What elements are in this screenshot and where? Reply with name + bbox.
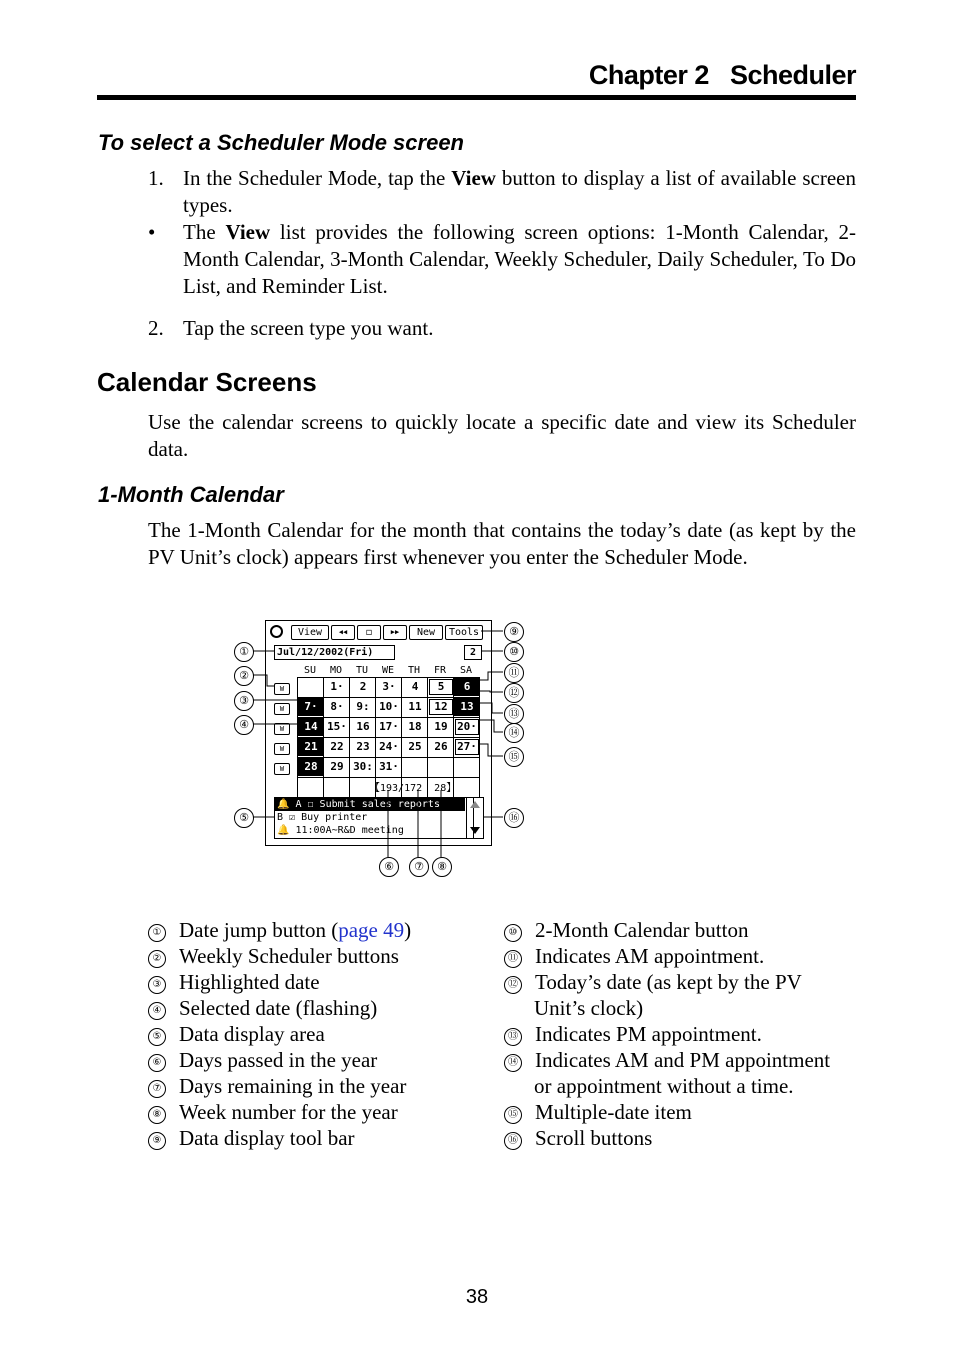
callout-7: ⑦	[409, 857, 429, 877]
month-intro: The 1-Month Calendar for the month that contains the today’s date (as kept by the PV Unit’s clock) appears first whenever you enter the Scheduler Mode.	[148, 518, 856, 569]
callout-1: ①	[234, 642, 254, 662]
week-button-5[interactable]: W	[274, 763, 290, 775]
legend-9: ⑨ Data display tool bar	[148, 1125, 355, 1151]
callout-12: ⑫	[504, 683, 524, 703]
callout-15: ⑮	[504, 747, 524, 767]
day-1[interactable]: 1·	[330, 680, 344, 693]
prev-month-button[interactable]: ◀◀	[331, 625, 355, 640]
callout-9: ⑨	[504, 622, 524, 642]
day-5[interactable]: 5	[428, 678, 454, 696]
day-30[interactable]: 30:	[353, 760, 373, 773]
day-8[interactable]: 8·	[330, 700, 344, 713]
callout-11: ⑪	[504, 663, 524, 683]
legend-14-cont: or appointment without a time.	[534, 1074, 794, 1098]
legend-2: ② Weekly Scheduler buttons	[148, 943, 399, 969]
legend-3: ③ Highlighted date	[148, 969, 320, 995]
legend-10: ⑩ 2-Month Calendar button	[504, 917, 748, 943]
today-button[interactable]: ◻	[357, 625, 381, 640]
step-1-text-a: In the Scheduler Mode, tap the	[183, 166, 452, 190]
data-line-3[interactable]: 🔔 11:00A~R&D meeting	[277, 825, 404, 836]
day-19[interactable]: 19	[434, 720, 448, 733]
legend-1: ① Date jump button (page 49)	[148, 917, 411, 943]
chapter-title: Chapter 2 Scheduler	[588, 60, 856, 90]
step-1-number: 1.	[148, 166, 164, 190]
bullet-text-b: list provides the following screen options: 1-Month Calendar, 2-Month Calendar, 3-Month Calendar, Weekly Scheduler, Daily Scheduler, To Do List, and Reminder List.	[183, 220, 856, 298]
callout-13: ⑬	[504, 704, 524, 724]
step-2-number: 2.	[148, 316, 164, 340]
day-16[interactable]: 16	[356, 720, 370, 733]
month-heading: 1-Month Calendar	[98, 482, 284, 507]
weekday-su: SU	[303, 665, 317, 676]
next-month-button[interactable]: ▶▶	[383, 625, 407, 640]
step-2-text: Tap the screen type you want.	[183, 316, 434, 340]
day-7[interactable]: 7·	[298, 698, 324, 716]
two-month-button[interactable]: 2	[464, 645, 482, 660]
day-10[interactable]: 10·	[379, 700, 399, 713]
day-29[interactable]: 29	[330, 760, 344, 773]
day-17[interactable]: 17·	[379, 720, 399, 733]
legend-8: ⑧ Week number for the year	[148, 1099, 398, 1125]
legend-13: ⑬ Indicates PM appointment.	[504, 1021, 762, 1047]
legend-12-cont: Unit’s clock)	[534, 996, 644, 1020]
data-line-2[interactable]: B ☑ Buy printer	[277, 812, 368, 823]
callout-8: ⑧	[432, 857, 452, 877]
bullet-view-list	[148, 219, 856, 300]
tools-button[interactable]: Tools	[445, 625, 483, 640]
day-3[interactable]: 3·	[382, 680, 396, 693]
week-button-4[interactable]: W	[274, 743, 290, 755]
weekday-tu: TU	[355, 665, 369, 676]
bullet-text-a: The	[183, 220, 226, 244]
weekday-th: TH	[407, 665, 421, 676]
select-heading: To select a Scheduler Mode screen	[98, 130, 464, 155]
week-button-3[interactable]: W	[274, 723, 290, 735]
page-49-link[interactable]: page 49	[338, 918, 405, 942]
day-21[interactable]: 21	[298, 738, 324, 756]
legend-6: ⑥ Days passed in the year	[148, 1047, 377, 1073]
header-rule	[97, 95, 856, 100]
weekday-sa: SA	[459, 665, 473, 676]
legend-7: ⑦ Days remaining in the year	[148, 1073, 406, 1099]
callout-2: ②	[234, 666, 254, 686]
day-23[interactable]: 23	[356, 740, 370, 753]
calendar-intro: Use the calendar screens to quickly locate a specific date and view its Scheduler data.	[148, 410, 856, 461]
callout-6: ⑥	[379, 857, 399, 877]
legend-11: ⑪ Indicates AM appointment.	[504, 943, 764, 969]
callout-3: ③	[234, 691, 254, 711]
day-20[interactable]: 20·	[454, 718, 480, 736]
date-jump-button[interactable]: Jul/12/2002(Fri)	[274, 645, 395, 660]
callout-10: ⑩	[504, 642, 524, 662]
day-22[interactable]: 22	[330, 740, 344, 753]
legend-15: ⑮ Multiple-date item	[504, 1099, 692, 1125]
day-27[interactable]: 27·	[454, 738, 480, 756]
calendar-screens-heading: Calendar Screens	[97, 367, 317, 397]
day-15[interactable]: 15·	[327, 720, 347, 733]
day-6[interactable]: 6	[454, 678, 480, 696]
weekday-mo: MO	[329, 665, 343, 676]
step-1-text-b: button to display a list of available screen types.	[183, 166, 857, 217]
view-keyword: View	[451, 166, 496, 190]
callout-4: ④	[234, 715, 254, 735]
callout-14: ⑭	[504, 723, 524, 743]
legend-14: ⑭ Indicates AM and PM appointment	[504, 1047, 830, 1073]
weekday-fr: FR	[433, 665, 447, 676]
day-counter: 【193/172 28】	[370, 783, 457, 794]
step-1	[148, 165, 856, 219]
day-13[interactable]: 13	[454, 698, 480, 716]
week-button-1[interactable]: W	[274, 683, 290, 695]
callout-5: ⑤	[234, 808, 254, 828]
day-26[interactable]: 26	[434, 740, 448, 753]
day-25[interactable]: 25	[408, 740, 422, 753]
data-line-1[interactable]: 🔔 A ☐ Submit sales reports	[275, 798, 465, 811]
callout-leaders	[0, 600, 954, 890]
day-4[interactable]: 4	[411, 680, 419, 693]
day-24[interactable]: 24·	[379, 740, 399, 753]
day-28[interactable]: 28	[298, 758, 324, 776]
day-14[interactable]: 14	[298, 718, 324, 736]
page-number: 38	[465, 1286, 489, 1308]
day-11[interactable]: 11	[408, 700, 422, 713]
bullet-symbol: •	[148, 220, 156, 244]
callout-16: ⑯	[504, 808, 524, 828]
day-9[interactable]: 9:	[356, 700, 370, 713]
week-button-2[interactable]: W	[274, 703, 290, 715]
day-18[interactable]: 18	[408, 720, 422, 733]
day-31[interactable]: 31·	[379, 760, 399, 773]
step-2	[148, 315, 856, 342]
legend-5: ⑤ Data display area	[148, 1021, 325, 1047]
legend-4: ④ Selected date (flashing)	[148, 995, 377, 1021]
day-2[interactable]: 2	[359, 680, 367, 693]
legend-16: ⑯ Scroll buttons	[504, 1125, 652, 1151]
view-keyword-2: View	[225, 220, 271, 244]
new-button[interactable]: New	[409, 625, 443, 640]
weekday-we: WE	[381, 665, 395, 676]
view-button[interactable]: View	[291, 625, 329, 640]
legend-12: ⑫ Today’s date (as kept by the PV	[504, 969, 802, 995]
day-12-today[interactable]: 12	[428, 698, 454, 716]
